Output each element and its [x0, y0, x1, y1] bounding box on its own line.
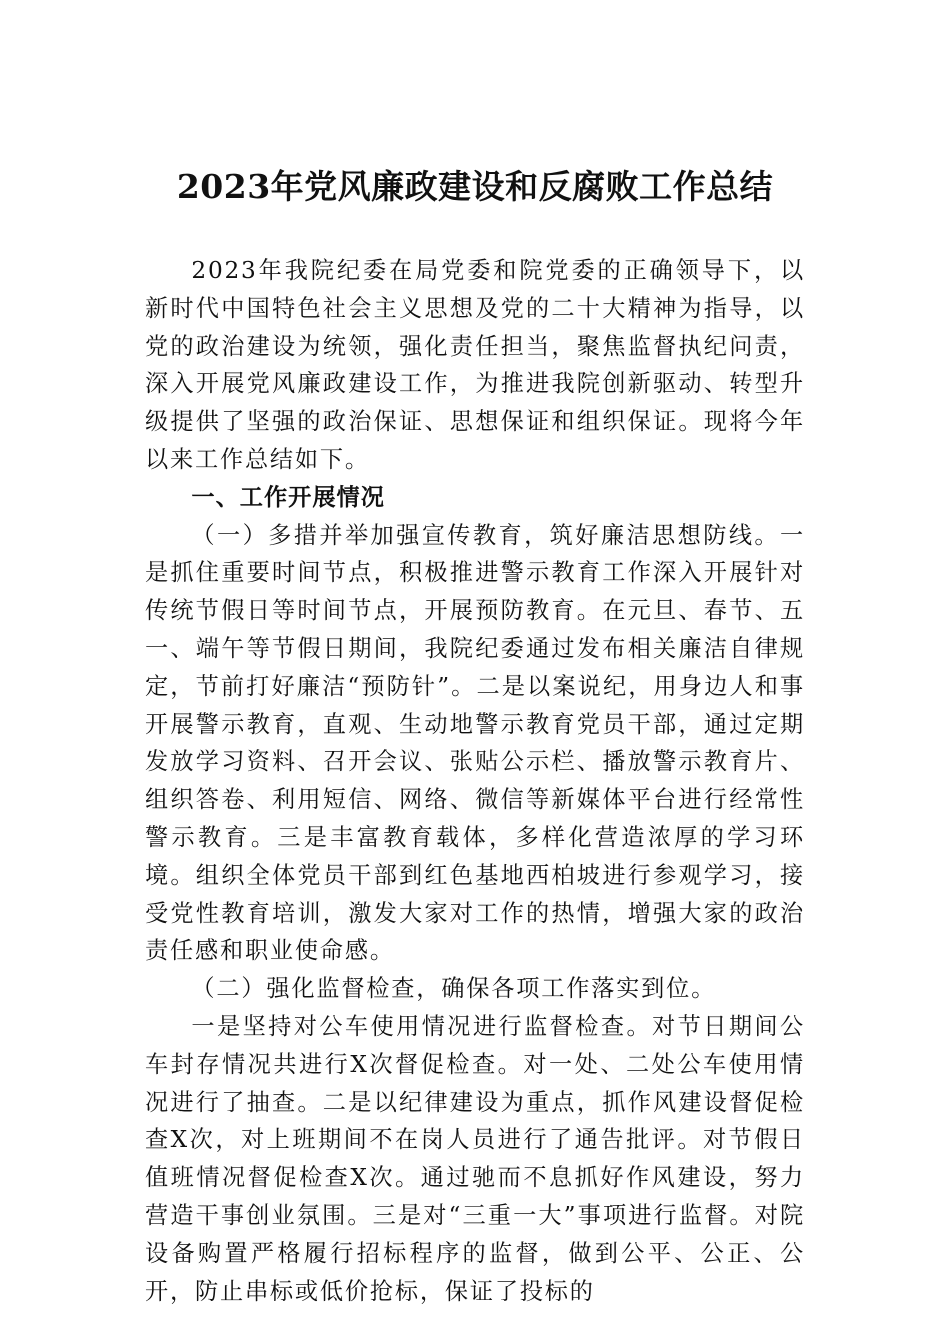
subsection-heading-supervision: （二）强化监督检查，确保各项工作落实到位。 [191, 975, 717, 1003]
document-body [145, 252, 805, 1310]
section-heading-work-progress: 一、工作开展情况 [191, 483, 385, 511]
document-title: 2023年党风廉政建设和反腐败工作总结 [176, 167, 774, 206]
subsection-paragraph-education: （一）多措并举加强宣传教育，筑好廉洁思想防线。一是抓住重要时间节点，积极推进警示教育工作深入开展针对传统节假日等时间节点，开展预防教育。在元旦、春节、五一、端午等节假日期间，我院纪委通过发布相关廉洁自律规定，节前打好廉洁“预防针”。二是以案说纪，用身边人和事开展警示教育，直观、生动地警示教育党员干部，通过定期发放学习资料、召开会议、张贴公示栏、播放警示教育片、组织答卷、利用短信、网络、微信等新媒体平台进行经常性警示教育。三是丰富教育载体，多样化营造浓厚的学习环境。组织全体党员干部到红色基地西柏坡进行参观学习，接受党性教育培训，激发大家对工作的热情，增强大家的政治责任感和职业使命感。 [145, 521, 805, 965]
supervision-paragraph: 一是坚持对公车使用情况进行监督检查。对节日期间公车封存情况共进行X次督促检查。对一处、二处公车使用情况进行了抽查。二是以纪律建设为重点，抓作风建设督促检查X次，对上班期间不在岗人员进行了通告批评。对节假日值班情况督促检查X次。通过驰而不息抓好作风建设，努力营造干事创业氛围。三是对“三重一大”事项进行监督。对院设备购置严格履行招标程序的监督，做到公平、公正、公开，防止串标或低价抢标，保证了投标的 [145, 1012, 805, 1305]
intro-paragraph: 2023年我院纪委在局党委和院党委的正确领导下，以新时代中国特色社会主义思想及党的二十大精神为指导，以党的政治建设为统领，强化责任担当，聚焦监督执纪问责，深入开展党风廉政建设工作，为推进我院创新驱动、转型升级提供了坚强的政治保证、思想保证和组织保证。现将今年以来工作总结如下。 [145, 257, 805, 473]
